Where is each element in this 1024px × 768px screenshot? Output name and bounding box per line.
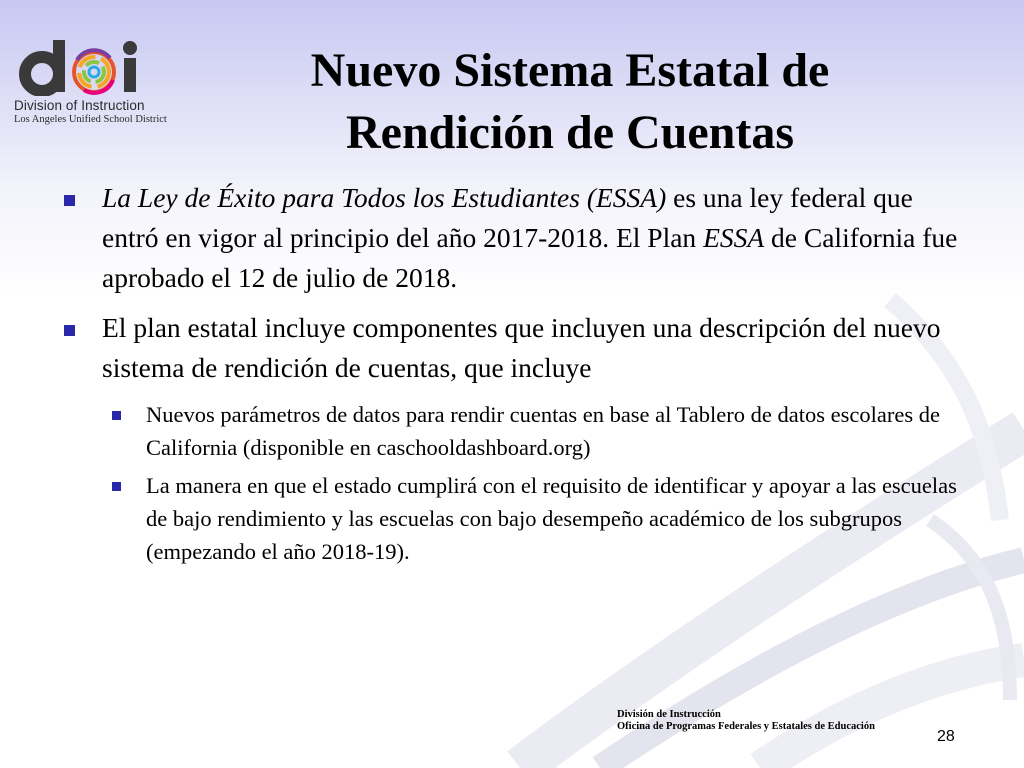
bullet-essa-text-b: de California fue aprobado el 12 de julio de 2018. (102, 222, 958, 293)
logo-subtitle: Division of Instruction (14, 98, 145, 113)
sub-bullet-square-icon (112, 482, 121, 491)
page-number: 28 (937, 728, 955, 745)
doi-logo (14, 36, 167, 125)
sub-bullet-dashboard (112, 398, 964, 464)
footer-line-1: División de Instrucción (617, 709, 721, 720)
footer-line-2: Oficina de Programas Federales y Estatales de Educación (617, 721, 875, 732)
essa-abbrev: ESSA (703, 222, 765, 253)
bullet-state-plan (64, 308, 964, 388)
bullet-essa-text-a: es una ley federal que entró en vigor al principio del año 2017-2018. El Plan (102, 182, 913, 253)
bullet-square-icon (64, 195, 75, 206)
title-line-1: Nuevo Sistema Estatal de (310, 44, 830, 97)
sub-bullet-support-text: La manera en que el estado cumplirá con el requisito de identificar y apoyar a las escuelas de bajo rendimiento y las escuelas con bajo desempeño académico de los subgrupos (empezando el año 2018-19). (146, 473, 957, 564)
logo-organization: Los Angeles Unified School District (14, 114, 167, 125)
doi-logo-mark (14, 36, 154, 96)
footer-credit (617, 709, 875, 733)
sub-bullet-dashboard-text: Nuevos parámetros de datos para rendir cuentas en base al Tablero de datos escolares de California (disponible en caschooldashboard.org) (146, 402, 940, 460)
sub-bullet-support (112, 469, 964, 568)
bullet-list (64, 178, 964, 573)
bullet-square-icon (64, 325, 75, 336)
sub-bullet-square-icon (112, 411, 121, 420)
slide-title (200, 40, 940, 164)
bullet-essa (64, 178, 964, 298)
essa-law-name: La Ley de Éxito para Todos los Estudiantes (ESSA) (102, 182, 667, 213)
bullet-state-plan-text: El plan estatal incluye componentes que incluyen una descripción del nuevo sistema de rendición de cuentas, que incluye (102, 312, 941, 383)
title-line-2: Rendición de Cuentas (345, 106, 795, 159)
